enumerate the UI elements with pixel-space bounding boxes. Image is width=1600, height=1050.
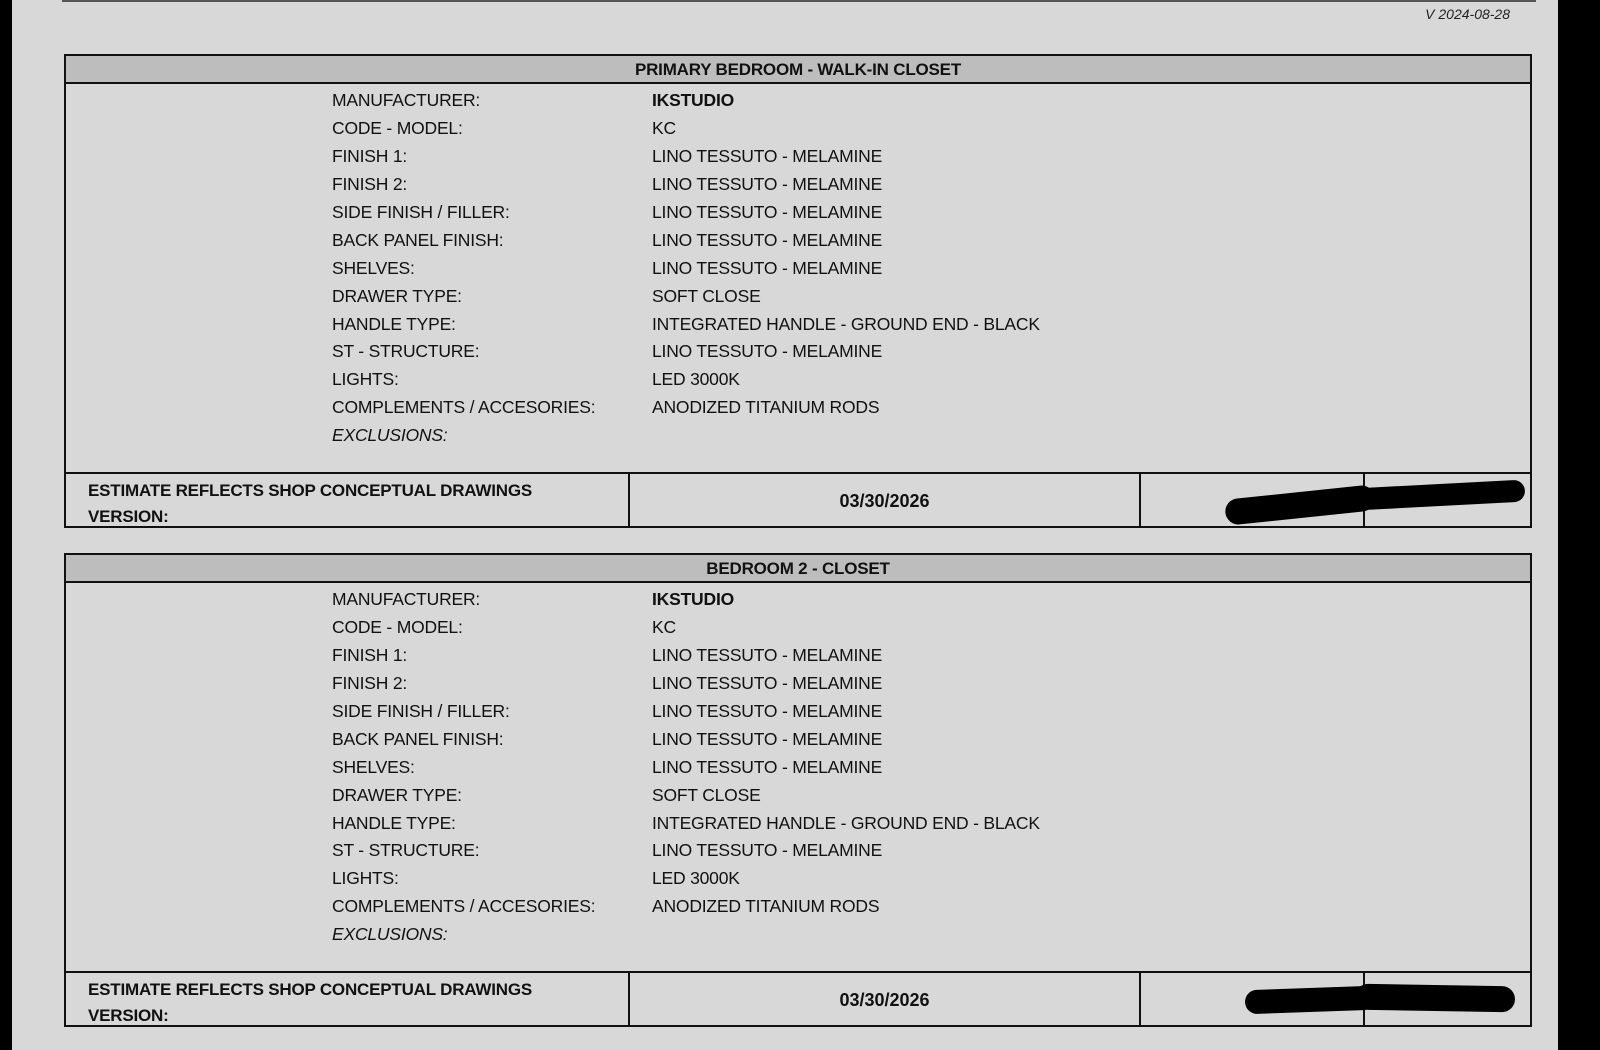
spec-row <box>66 394 1530 422</box>
spec-value: LINO TESSUTO - MELAMINE <box>652 840 883 861</box>
spec-value: LINO TESSUTO - MELAMINE <box>652 756 883 777</box>
spec-value: LINO TESSUTO - MELAMINE <box>652 202 883 222</box>
spec-label: SHELVES: <box>332 257 415 278</box>
section-primary-bedroom <box>64 54 1532 528</box>
spec-value: LINO TESSUTO - MELAMINE <box>652 341 883 362</box>
spec-label: SHELVES: <box>332 756 415 777</box>
spec-row <box>66 642 1530 670</box>
spec-row <box>66 338 1530 366</box>
estimate-cell-redacted <box>1141 474 1365 526</box>
spec-row <box>66 171 1530 199</box>
spec-label: ST - STRUCTURE: <box>332 840 480 861</box>
estimate-label-line-1: ESTIMATE REFLECTS SHOP CONCEPTUAL DRAWINGS <box>88 980 533 999</box>
estimate-cell-redacted <box>1141 973 1365 1025</box>
spec-row <box>66 422 1530 450</box>
spec-label: EXCLUSIONS: <box>332 425 448 446</box>
spec-row <box>66 310 1530 338</box>
spec-value: KC <box>652 118 676 139</box>
spec-row <box>66 670 1530 698</box>
spec-value: LINO TESSUTO - MELAMINE <box>652 174 883 195</box>
spec-value: LED 3000K <box>652 369 740 390</box>
spec-label: HANDLE TYPE: <box>332 812 456 833</box>
spec-label: COMPLEMENTS / ACCESORIES: <box>332 397 596 418</box>
spec-value: ANODIZED TITANIUM RODS <box>652 896 880 917</box>
spec-value: SOFT CLOSE <box>652 784 761 805</box>
spec-label: EXCLUSIONS: <box>332 924 448 945</box>
spec-value: ANODIZED TITANIUM RODS <box>652 397 880 418</box>
spec-label: FINISH 2: <box>332 174 408 195</box>
spec-row <box>66 254 1530 282</box>
spec-row <box>66 921 1530 949</box>
spec-value: KC <box>652 617 676 638</box>
spec-row <box>66 115 1530 143</box>
spec-row <box>66 614 1530 642</box>
spec-value: LINO TESSUTO - MELAMINE <box>652 701 883 721</box>
spec-row <box>66 87 1530 115</box>
spec-label: DRAWER TYPE: <box>332 285 462 306</box>
spec-value: LINO TESSUTO - MELAMINE <box>652 229 883 250</box>
spec-value: LINO TESSUTO - MELAMINE <box>652 257 883 278</box>
spec-label: MANUFACTURER: <box>332 589 481 610</box>
spec-value: INTEGRATED HANDLE - GROUND END - BLACK <box>652 812 1040 833</box>
section-bedroom-2 <box>64 553 1532 1027</box>
spec-label: SIDE FINISH / FILLER: <box>332 701 510 721</box>
spec-label: FINISH 2: <box>332 673 408 694</box>
spec-list <box>66 583 1530 971</box>
spec-row <box>66 143 1530 171</box>
spec-label: LIGHTS: <box>332 868 399 889</box>
spec-value: LINO TESSUTO - MELAMINE <box>652 645 883 666</box>
estimate-date: 03/30/2026 <box>630 973 1141 1025</box>
section-title: PRIMARY BEDROOM - WALK-IN CLOSET <box>66 56 1530 84</box>
spec-row <box>66 698 1530 726</box>
spec-row <box>66 725 1530 753</box>
spec-label: FINISH 1: <box>332 146 408 167</box>
top-rule <box>62 0 1536 2</box>
spec-row <box>66 893 1530 921</box>
spec-row <box>66 199 1530 227</box>
spec-value: IKSTUDIO <box>652 589 735 610</box>
spec-row <box>66 226 1530 254</box>
version-label: V 2024-08-28 <box>1425 6 1510 22</box>
spec-row <box>66 366 1530 394</box>
spec-label: CODE - MODEL: <box>332 118 463 139</box>
redaction-mark <box>1224 484 1376 526</box>
spec-value: INTEGRATED HANDLE - GROUND END - BLACK <box>652 313 1040 334</box>
spec-value: LINO TESSUTO - MELAMINE <box>652 146 883 167</box>
spec-row <box>66 809 1530 837</box>
scan-border-right <box>1558 0 1600 1050</box>
spec-label: BACK PANEL FINISH: <box>332 229 504 250</box>
spec-label: HANDLE TYPE: <box>332 313 456 334</box>
spec-value: IKSTUDIO <box>652 90 735 111</box>
spec-label: LIGHTS: <box>332 369 399 390</box>
spec-row <box>66 586 1530 614</box>
spec-value: SOFT CLOSE <box>652 285 761 306</box>
spec-row <box>66 837 1530 865</box>
spec-value: LINO TESSUTO - MELAMINE <box>652 673 883 694</box>
estimate-label-line-2: VERSION: <box>88 507 169 526</box>
redaction-mark <box>1355 480 1526 511</box>
estimate-label <box>66 474 630 526</box>
spec-list <box>66 84 1530 472</box>
estimate-cell-redacted-2 <box>1365 474 1530 526</box>
spec-value: LINO TESSUTO - MELAMINE <box>652 728 883 749</box>
section-title: BEDROOM 2 - CLOSET <box>66 555 1530 583</box>
spec-row <box>66 865 1530 893</box>
spec-row <box>66 282 1530 310</box>
spec-label: MANUFACTURER: <box>332 90 481 111</box>
spec-value: LED 3000K <box>652 868 740 889</box>
redaction-mark <box>1355 984 1515 1013</box>
spec-label: ST - STRUCTURE: <box>332 341 480 362</box>
spec-label: COMPLEMENTS / ACCESORIES: <box>332 896 596 917</box>
spec-label: CODE - MODEL: <box>332 617 463 638</box>
spec-label: DRAWER TYPE: <box>332 784 462 805</box>
spec-label: BACK PANEL FINISH: <box>332 728 504 749</box>
estimate-label-line-1: ESTIMATE REFLECTS SHOP CONCEPTUAL DRAWINGS <box>88 481 533 500</box>
scan-border-left <box>0 0 12 1050</box>
spec-row <box>66 781 1530 809</box>
estimate-label <box>66 973 630 1025</box>
spec-label: SIDE FINISH / FILLER: <box>332 202 510 222</box>
estimate-label-line-2: VERSION: <box>88 1006 169 1025</box>
estimate-date: 03/30/2026 <box>630 474 1141 526</box>
spec-row <box>66 753 1530 781</box>
estimate-row <box>66 971 1530 1025</box>
estimate-cell-redacted-2 <box>1365 973 1530 1025</box>
estimate-row <box>66 472 1530 526</box>
spec-label: FINISH 1: <box>332 645 408 666</box>
